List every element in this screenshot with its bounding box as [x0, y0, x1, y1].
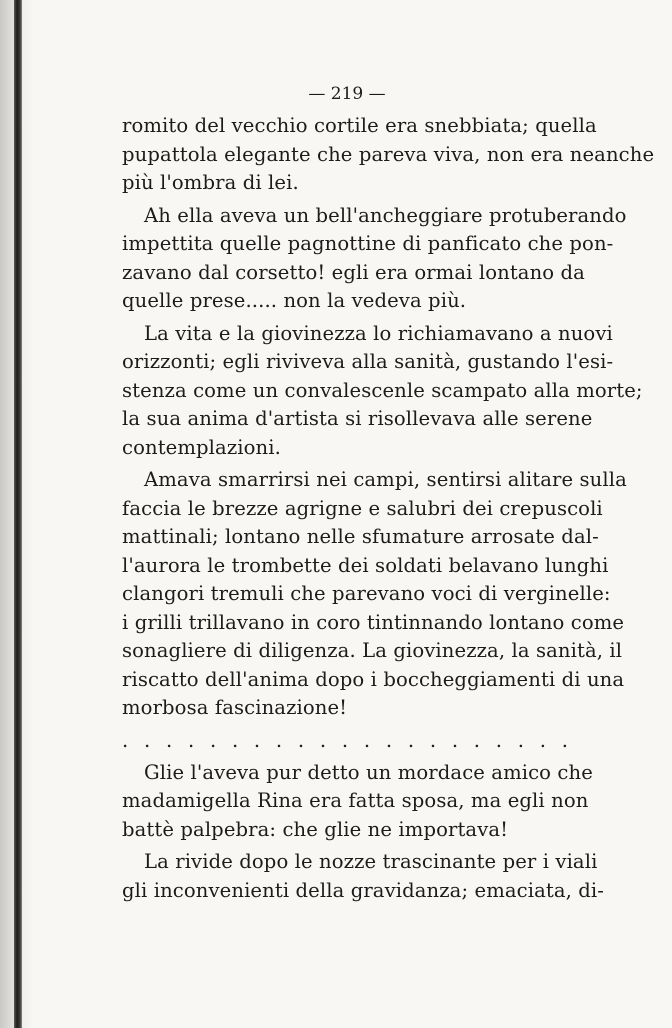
text-line: contemplazioni.	[122, 435, 281, 459]
body-text	[122, 112, 655, 905]
text-line: pupattola elegante che pareva viva, non era neanche	[122, 142, 655, 166]
text-line: i grilli trillavano in coro tintinnando lontano come	[122, 610, 625, 634]
text-line: battè palpebra: che glie ne importava!	[122, 817, 509, 841]
text-line: gli inconvenienti della gravidanza; emaciata, di-	[122, 878, 605, 902]
text-line: orizzonti; egli riviveva alla sanità, gustando l'esi-	[122, 350, 614, 373]
text-line: stenza come un convalescenle scampato alla morte;	[122, 378, 643, 402]
text-line: romito del vecchio cortile era snebbiata; quella	[122, 114, 597, 137]
text-line: Ah ella aveva un bell'ancheggiare protuberando	[144, 203, 627, 227]
page-number: — 219 —	[308, 84, 386, 104]
paragraph	[122, 466, 627, 723]
text-line: morbosa fascinazione!	[122, 696, 348, 719]
section-separator: . . . . . . . . . . . . . . . . . . . . .	[122, 728, 568, 752]
text-line: faccia le brezze agrigne e salubri dei crepuscoli	[122, 496, 603, 520]
text-line: clangori tremuli che parevano voci di verginelle:	[122, 582, 611, 605]
paragraph	[122, 759, 593, 845]
text-line: La rivide dopo le nozze trascinante per i viali	[144, 850, 598, 873]
text-line: impettita quelle pagnottine di panficato che pon-	[122, 232, 614, 255]
text-line: Amava smarrirsi nei campi, sentirsi alitare sulla	[144, 468, 627, 491]
binding-edge	[14, 0, 22, 1028]
paragraph	[122, 848, 605, 905]
text-line: più l'ombra di lei.	[122, 171, 299, 194]
paragraph	[122, 112, 655, 198]
text-line: Glie l'aveva pur detto un mordace amico che	[144, 760, 593, 784]
paragraph	[122, 202, 627, 316]
text-line: la sua anima d'artista si risollevava alle serene	[122, 407, 593, 430]
text-line: quelle prese..... non la vedeva più.	[122, 289, 467, 312]
text-line: l'aurora le trombette dei soldati belavano lunghi	[122, 553, 609, 577]
text-line: La vita e la giovinezza lo richiamavano a nuovi	[144, 321, 613, 345]
text-line: madamigella Rina era fatta sposa, ma egli non	[122, 789, 589, 812]
text-line: mattinali; lontano nelle sfumature arrosate dal-	[122, 525, 599, 548]
text-line: sonagliere di diligenza. La giovinezza, la sanità, il	[122, 639, 623, 662]
text-line: riscatto dell'anima dopo i boccheggiamenti di una	[122, 667, 625, 691]
paragraph	[122, 320, 643, 463]
text-line: zavano dal corsetto! egli era ormai lontano da	[122, 260, 585, 284]
